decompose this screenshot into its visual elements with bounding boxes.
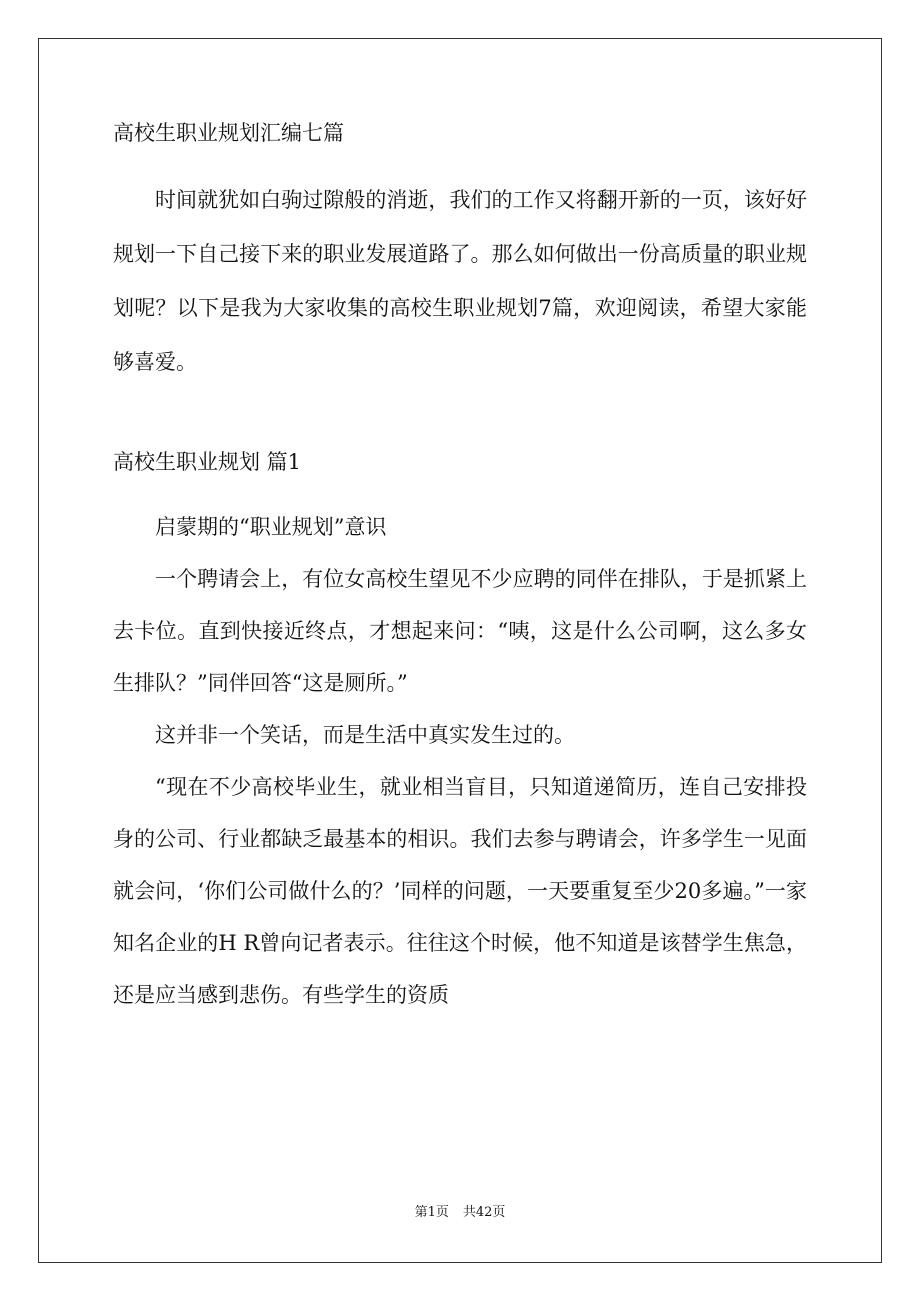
section-heading: 高校生职业规划 篇1 — [113, 450, 302, 474]
page-number: 第1页 — [414, 1205, 449, 1220]
document-title: 高校生职业规划汇编七篇 — [113, 121, 344, 145]
intro-paragraph: 时间就犹如白驹过隙般的消逝，我们的工作又将翻开新的一页，该好好规划一下自己接下来的职业发展道路了。那么如何做出一份高质量的职业规划呢？以下是我为大家收集的高校生职业规划7篇，欢迎阅读，希望大家能够喜爱。 — [113, 188, 807, 374]
document-body — [113, 120, 807, 1021]
paragraph: 一个聘请会上，有位女高校生望见不少应聘的同伴在排队，于是抓紧上去卡位。直到快接近终点，才想起来问：“咦，这是什么公司啊，这么多女生排队？”同伴回答“这是厕所。” — [113, 567, 807, 695]
page-total: 共42页 — [462, 1205, 506, 1220]
page-footer — [0, 1205, 920, 1221]
paragraph: 启蒙期的“职业规划”意识 — [155, 515, 387, 539]
paragraph: 这并非一个笑话，而是生活中真实发生过的。 — [155, 723, 575, 747]
paragraph: “现在不少高校毕业生，就业相当盲目，只知道递简历，连自己安排投身的公司、行业都缺乏最基本的相识。我们去参与聘请会，许多学生一见面就会问，‘你们公司做什么的？’同样的问题，一天要重复至少20多遍。”一家知名企业的H R曾向记者表示。往往这个时候，他不知道是该替学生焦急，还是应当感到悲伤。有些学生的资质 — [113, 775, 807, 1007]
